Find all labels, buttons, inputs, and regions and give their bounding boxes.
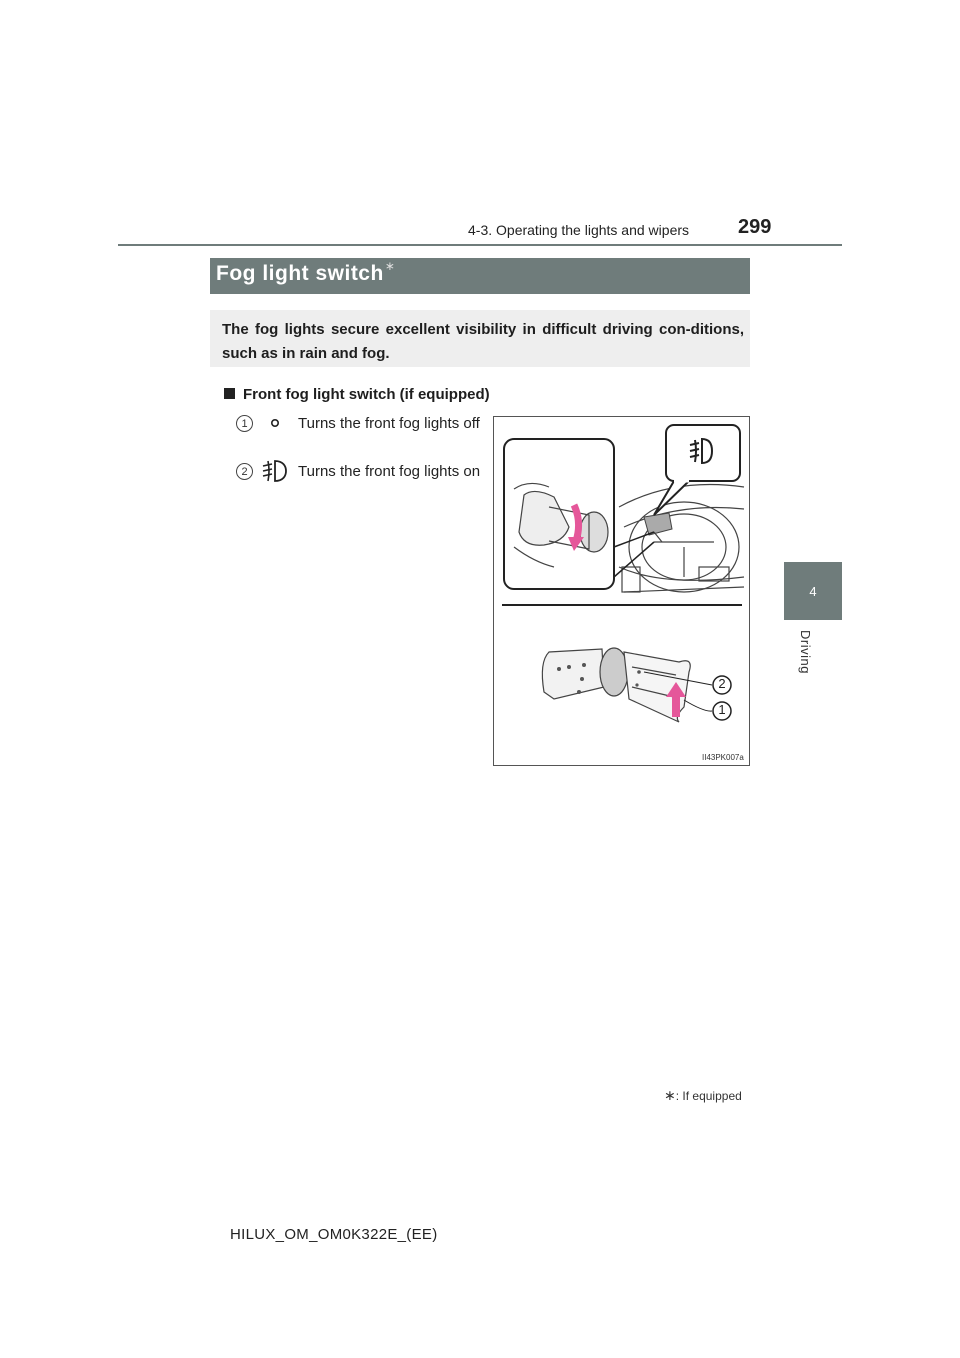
section-path: 4-3. Operating the lights and wipers [468, 222, 690, 238]
item-text-1: Turns the front fog lights off [298, 415, 480, 432]
subsection-heading [224, 386, 490, 403]
square-bullet-icon [224, 388, 235, 399]
intro-text: The fog lights secure excellent visibility in difficult driving con-ditions, such as in rain and fog. [222, 321, 744, 362]
subsection-heading-text: Front fog light switch (if equipped) [243, 386, 490, 403]
page-title [216, 261, 395, 286]
document-code: HILUX_OM_OM0K322E_(EE) [230, 1226, 438, 1243]
fog-light-switch-figure [493, 416, 750, 766]
footnote-marker: ∗ [664, 1087, 676, 1103]
if-equipped-marker: ∗ [384, 259, 396, 273]
figure-code: II43PK007a [702, 753, 744, 762]
chapter-tab [784, 562, 842, 620]
item-number-1: 1 [236, 415, 253, 432]
figure-callout-2: 2 [718, 676, 726, 691]
footnote-text: : If equipped [675, 1089, 742, 1103]
chapter-label: Driving [798, 630, 813, 674]
figure-illustration [494, 417, 749, 765]
title-text: Fog light switch [216, 262, 384, 285]
item-number-2: 2 [236, 463, 253, 480]
header-divider [118, 244, 842, 246]
chapter-number: 4 [809, 583, 817, 599]
footnote [664, 1087, 742, 1104]
front-fog-light-icon [260, 458, 290, 484]
page-number: 299 [738, 216, 772, 238]
off-circle-icon [267, 416, 283, 430]
item-text-2: Turns the front fog lights on [298, 463, 481, 480]
figure-callout-1: 1 [718, 702, 726, 717]
